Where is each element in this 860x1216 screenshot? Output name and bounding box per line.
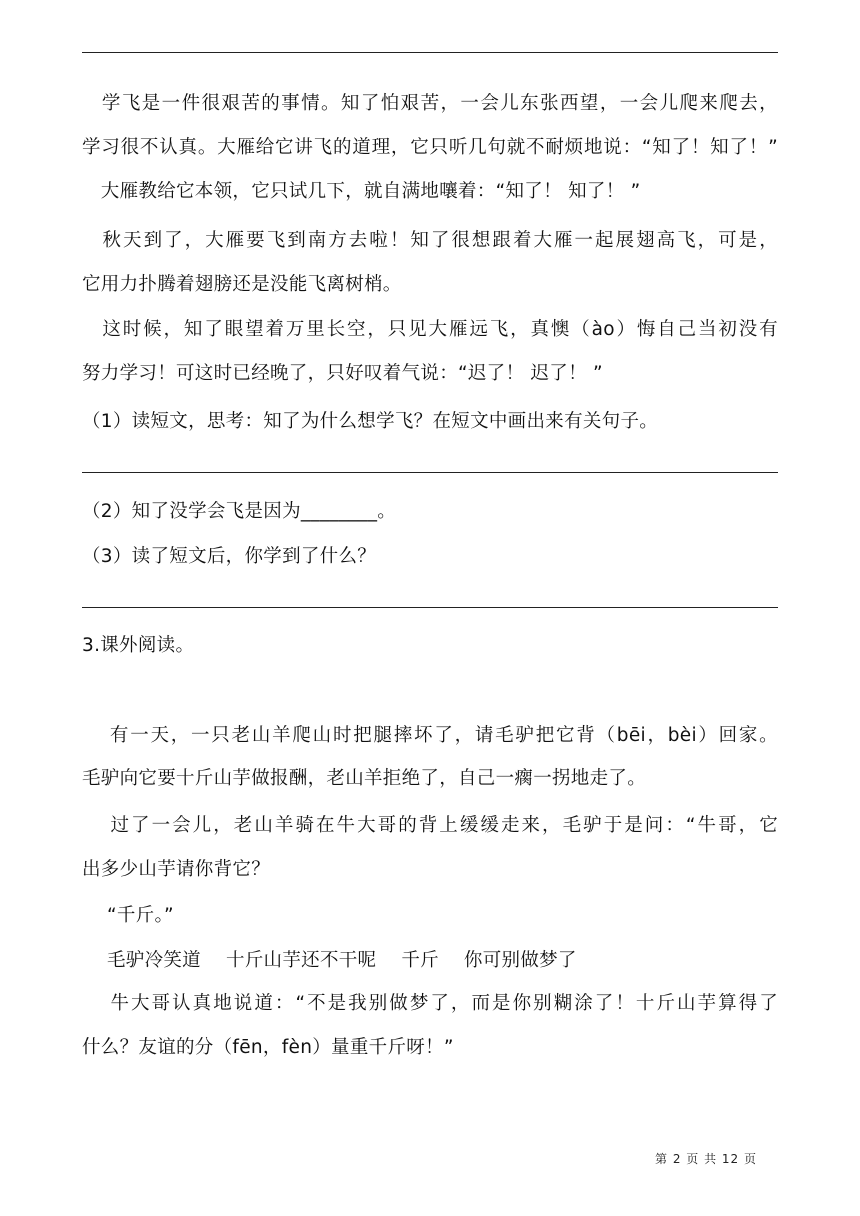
paragraph-line: 毛驴冷笑道 十斤山芋还不干呢 千斤 你可别做梦了 <box>82 950 577 971</box>
header-rule <box>82 52 778 53</box>
paragraph-line: 秋天到了，大雁要飞到南方去啦！知了很想跟着大雁一起展翅高飞，可是， <box>82 230 778 251</box>
paragraph-line: 这时候，知了眼望着万里长空，只见大雁远飞，真懊（ào）悔自己当初没有 <box>82 319 778 340</box>
answer-line-1[interactable] <box>82 472 778 473</box>
paragraph-line: 牛大哥认真地说道：“不是我别做梦了，而是你别糊涂了！十斤山芋算得了 <box>82 993 778 1014</box>
paragraph-line: 它用力扑腾着翅膀还是没能飞离树梢。 <box>82 274 402 295</box>
section-title: 3.课外阅读。 <box>82 635 195 656</box>
question-1: （1）读短文，思考：知了为什么想学飞？在短文中画出来有关句子。 <box>82 411 659 432</box>
paragraph-line: “千斤。” <box>82 905 174 926</box>
paragraph-line: 努力学习！可这时已经晚了，只好叹着气说：“迟了！ 迟了！ ” <box>82 363 603 384</box>
paragraph-line: 有一天，一只老山羊爬山时把腿摔坏了，请毛驴把它背（bēi，bèi）回家。 <box>82 725 778 746</box>
paragraph-line: 出多少山芋请你背它？ <box>82 859 271 880</box>
question-3: （3）读了短文后，你学到了什么？ <box>82 546 377 567</box>
page-number: 第 2 页 共 12 页 <box>655 1152 757 1166</box>
paragraph-line: 毛驴向它要十斤山芋做报酬，老山羊拒绝了，自己一瘸一拐地走了。 <box>82 768 647 789</box>
answer-line-3[interactable] <box>82 607 778 608</box>
question-2: （2）知了没学会飞是因为________。 <box>82 501 397 522</box>
paragraph-line: 学飞是一件很艰苦的事情。知了怕艰苦，一会儿东张西望，一会儿爬来爬去， <box>82 93 778 114</box>
paragraph-line: 大雁教给它本领，它只试几下，就自满地嚷着：“知了！ 知了！ ” <box>82 181 641 202</box>
paragraph-line: 过了一会儿，老山羊骑在牛大哥的背上缓缓走来，毛驴于是问：“牛哥，它 <box>82 815 778 836</box>
paragraph-line: 学习很不认真。大雁给它讲飞的道理，它只听几句就不耐烦地说：“知了！知了！” <box>82 137 778 158</box>
paragraph-line: 什么？友谊的分（fēn，fèn）量重千斤呀！” <box>82 1037 454 1058</box>
